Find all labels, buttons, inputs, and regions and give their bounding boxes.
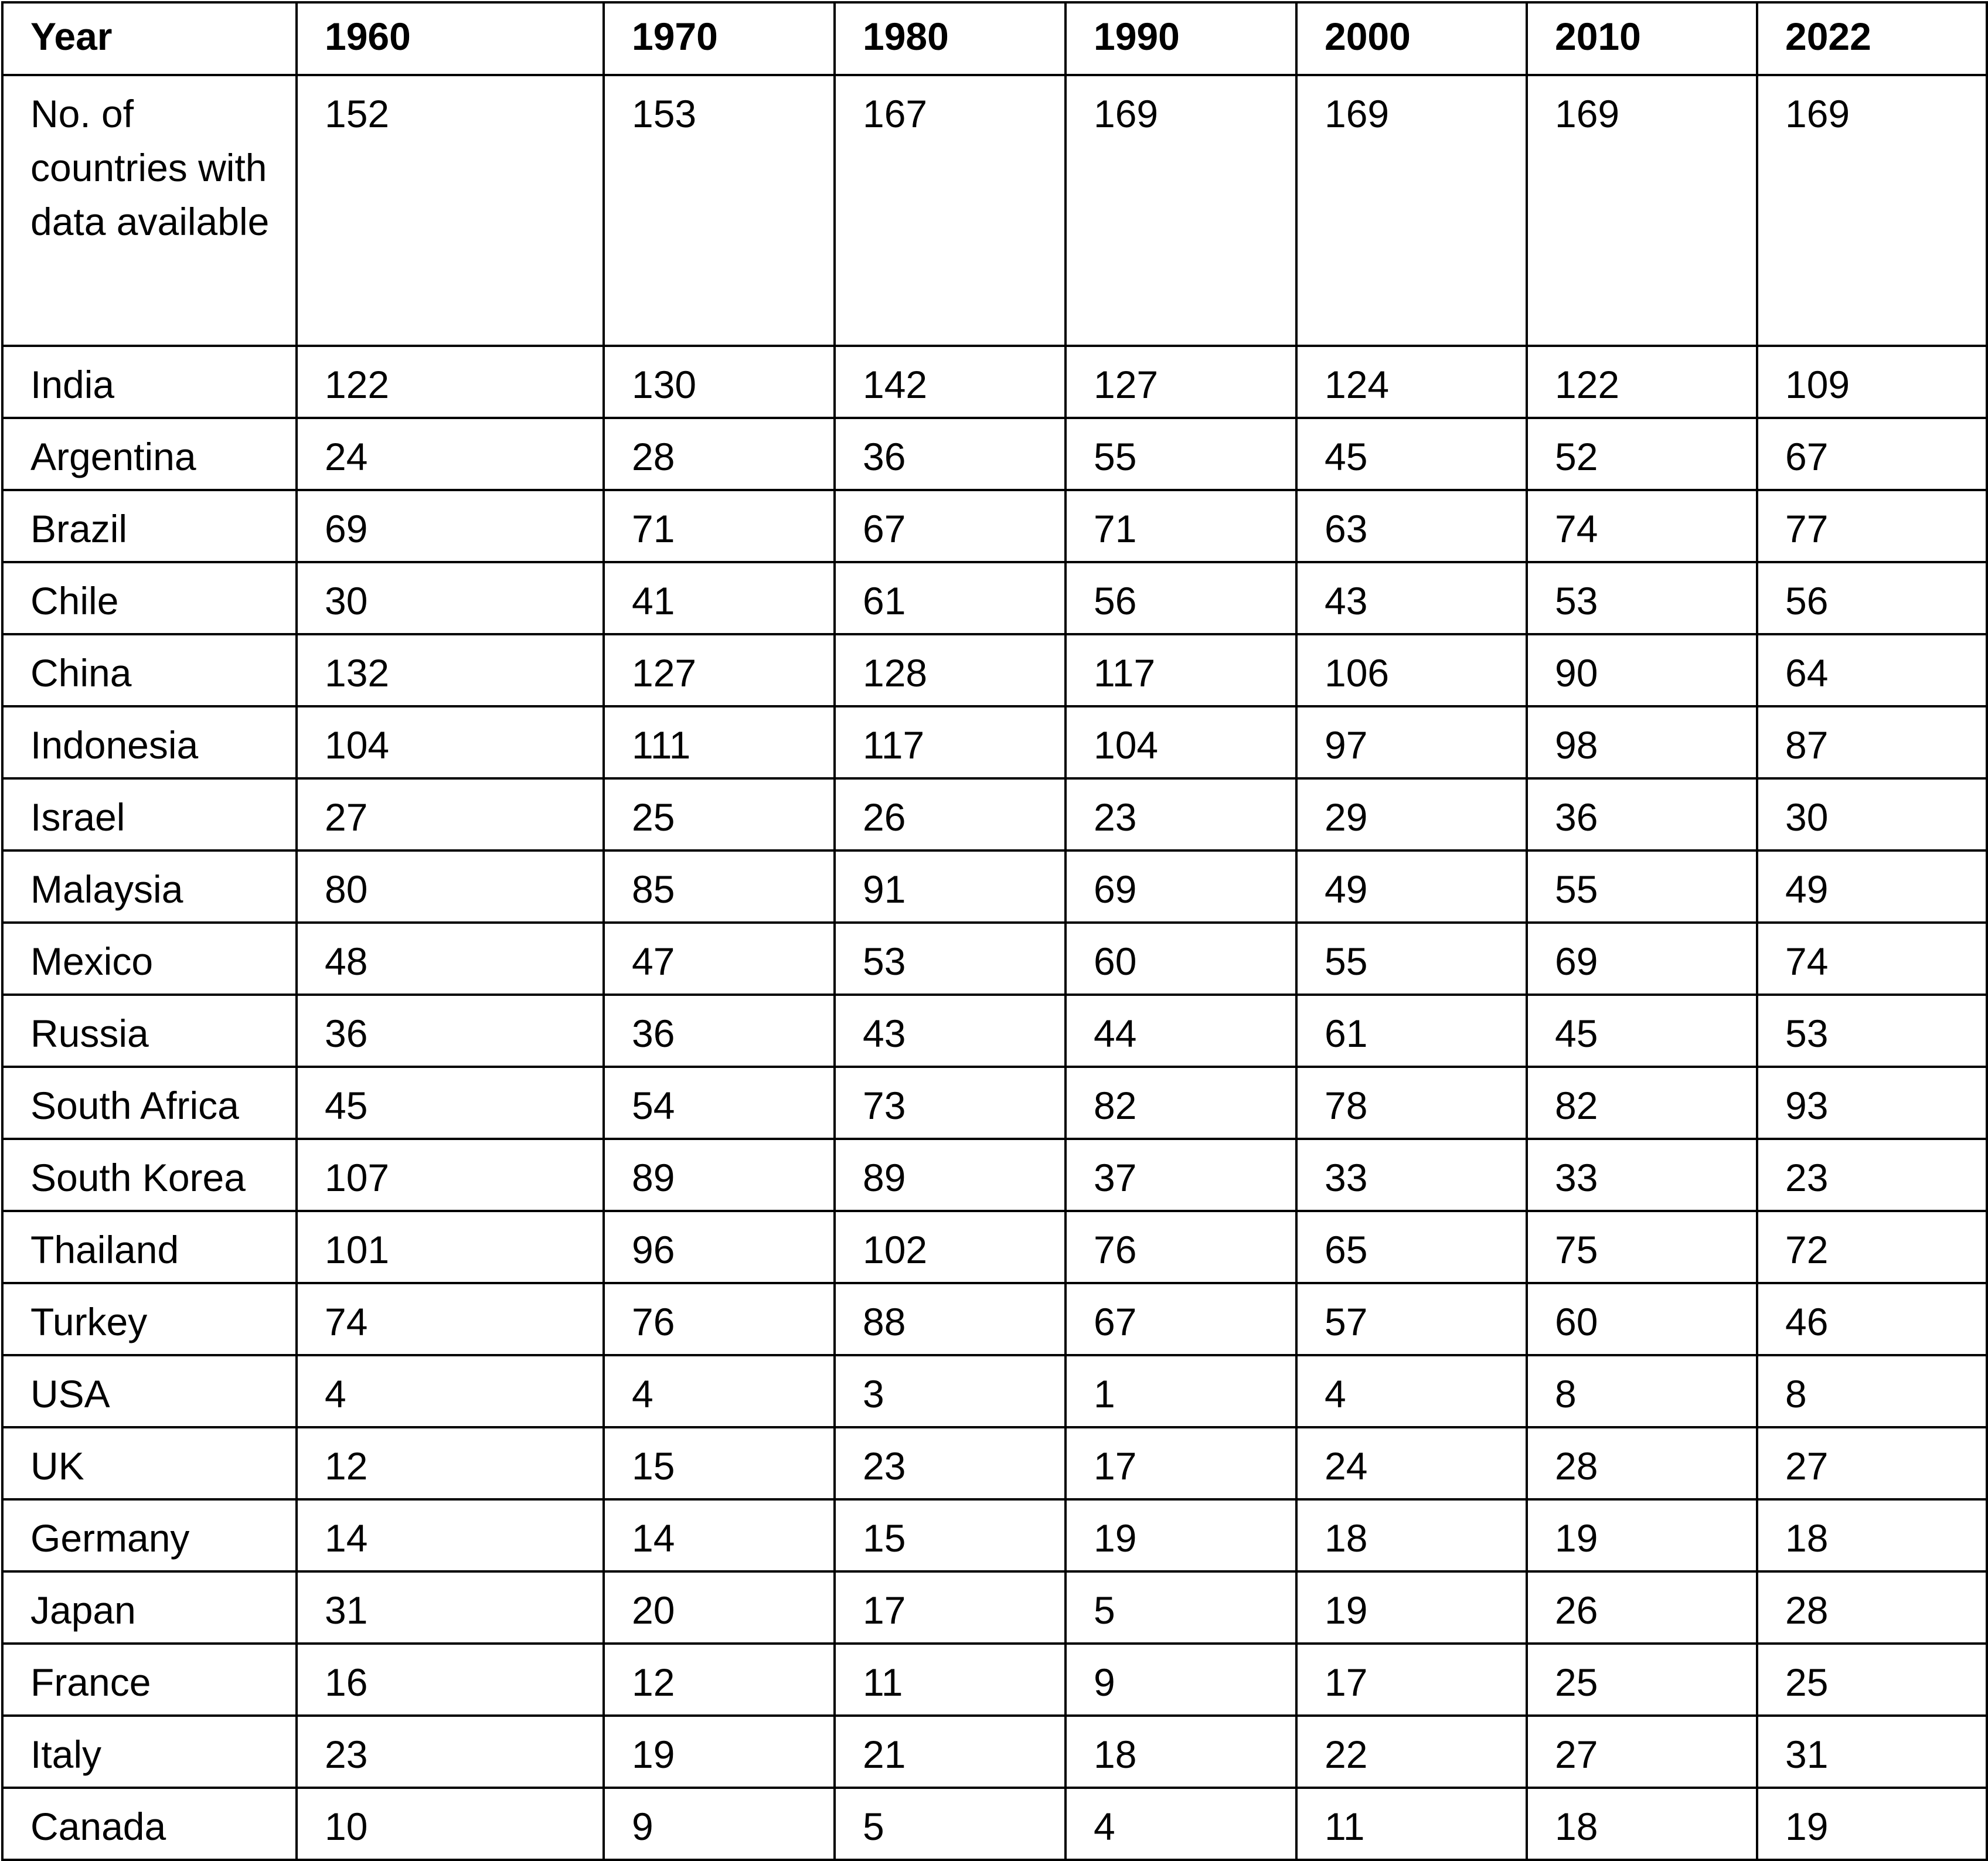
rank-value-cell: 78 (1296, 1067, 1527, 1139)
table-row (2, 706, 1987, 778)
country-name-cell: Germany (2, 1499, 297, 1571)
rank-value-cell: 17 (1296, 1644, 1527, 1716)
rank-value-cell: 55 (1527, 850, 1757, 923)
country-name-cell: China (2, 634, 297, 706)
table-row (2, 1499, 1987, 1571)
rank-value-cell: 49 (1757, 850, 1987, 923)
rank-value-cell: 75 (1527, 1211, 1757, 1283)
rank-value-cell: 96 (604, 1211, 835, 1283)
rank-value-cell: 49 (1296, 850, 1527, 923)
rank-value-cell: 8 (1527, 1355, 1757, 1427)
rank-value-cell: 27 (297, 778, 604, 850)
rank-value-cell: 97 (1296, 706, 1527, 778)
rank-value-cell: 14 (297, 1499, 604, 1571)
table-row (2, 923, 1987, 995)
table-row (2, 850, 1987, 923)
rank-value-cell: 20 (604, 1571, 835, 1644)
rank-value-cell: 74 (297, 1283, 604, 1355)
rank-value-cell: 23 (1066, 778, 1296, 850)
rank-value-cell: 23 (297, 1716, 604, 1788)
header-year-cell: 2010 (1527, 2, 1757, 75)
rank-value-cell: 98 (1527, 706, 1757, 778)
rank-value-cell: 36 (835, 418, 1066, 490)
rank-value-cell: 124 (1296, 346, 1527, 418)
table-row (2, 1067, 1987, 1139)
rank-value-cell: 4 (1296, 1355, 1527, 1427)
rank-value-cell: 17 (1066, 1427, 1296, 1499)
rank-value-cell: 18 (1296, 1499, 1527, 1571)
rank-value-cell: 69 (1527, 923, 1757, 995)
table-row (2, 634, 1987, 706)
rank-value-cell: 48 (297, 923, 604, 995)
table-row (2, 1788, 1987, 1860)
rank-value-cell: 31 (1757, 1716, 1987, 1788)
rank-value-cell: 67 (1066, 1283, 1296, 1355)
rank-value-cell: 4 (604, 1355, 835, 1427)
rank-value-cell: 26 (835, 778, 1066, 850)
rank-value-cell: 80 (297, 850, 604, 923)
rank-value-cell: 28 (1527, 1427, 1757, 1499)
header-year-cell: 2022 (1757, 2, 1987, 75)
country-name-cell: Indonesia (2, 706, 297, 778)
table-row (2, 1355, 1987, 1427)
table-row (2, 562, 1987, 634)
rank-value-cell: 67 (835, 490, 1066, 562)
rank-value-cell: 130 (604, 346, 835, 418)
rank-value-cell: 18 (1527, 1788, 1757, 1860)
rank-value-cell: 14 (604, 1499, 835, 1571)
rank-value-cell: 12 (604, 1644, 835, 1716)
rank-value-cell: 45 (297, 1067, 604, 1139)
header-year-label: Year (2, 2, 297, 75)
rank-value-cell: 24 (1296, 1427, 1527, 1499)
rank-value-cell: 23 (1757, 1139, 1987, 1211)
rank-value-cell: 111 (604, 706, 835, 778)
rank-value-cell: 36 (1527, 778, 1757, 850)
rank-value-cell: 21 (835, 1716, 1066, 1788)
countries-count-cell: 169 (1527, 75, 1757, 346)
rank-value-cell: 8 (1757, 1355, 1987, 1427)
table-row (2, 1644, 1987, 1716)
rank-value-cell: 71 (604, 490, 835, 562)
rank-value-cell: 89 (604, 1139, 835, 1211)
rank-value-cell: 69 (1066, 850, 1296, 923)
rank-value-cell: 122 (1527, 346, 1757, 418)
table-row (2, 1716, 1987, 1788)
rank-value-cell: 5 (835, 1788, 1066, 1860)
country-name-cell: Japan (2, 1571, 297, 1644)
ranking-table (1, 1, 1988, 1861)
rank-value-cell: 33 (1296, 1139, 1527, 1211)
rank-value-cell: 27 (1757, 1427, 1987, 1499)
rank-value-cell: 19 (1757, 1788, 1987, 1860)
rank-value-cell: 76 (604, 1283, 835, 1355)
rank-value-cell: 107 (297, 1139, 604, 1211)
rank-value-cell: 127 (604, 634, 835, 706)
rank-value-cell: 46 (1757, 1283, 1987, 1355)
countries-count-row (2, 75, 1987, 346)
countries-count-cell: 152 (297, 75, 604, 346)
rank-value-cell: 15 (835, 1499, 1066, 1571)
rank-value-cell: 10 (297, 1788, 604, 1860)
rank-value-cell: 19 (1296, 1571, 1527, 1644)
country-name-cell: France (2, 1644, 297, 1716)
rank-value-cell: 25 (1757, 1644, 1987, 1716)
rank-value-cell: 61 (835, 562, 1066, 634)
countries-count-label: No. of countries with data available (2, 75, 297, 346)
rank-value-cell: 56 (1066, 562, 1296, 634)
rank-value-cell: 65 (1296, 1211, 1527, 1283)
table-body (2, 2, 1987, 1860)
country-name-cell: UK (2, 1427, 297, 1499)
rank-value-cell: 74 (1757, 923, 1987, 995)
rank-value-cell: 22 (1296, 1716, 1527, 1788)
rank-value-cell: 91 (835, 850, 1066, 923)
rank-value-cell: 52 (1527, 418, 1757, 490)
countries-count-cell: 169 (1296, 75, 1527, 346)
header-year-cell: 1960 (297, 2, 604, 75)
rank-value-cell: 53 (835, 923, 1066, 995)
country-name-cell: Italy (2, 1716, 297, 1788)
rank-value-cell: 24 (297, 418, 604, 490)
rank-value-cell: 122 (297, 346, 604, 418)
country-name-cell: Israel (2, 778, 297, 850)
rank-value-cell: 53 (1527, 562, 1757, 634)
rank-value-cell: 12 (297, 1427, 604, 1499)
rank-value-cell: 76 (1066, 1211, 1296, 1283)
table-row (2, 490, 1987, 562)
rank-value-cell: 28 (1757, 1571, 1987, 1644)
rank-value-cell: 53 (1757, 995, 1987, 1067)
rank-value-cell: 47 (604, 923, 835, 995)
table-row (2, 418, 1987, 490)
table-row (2, 1571, 1987, 1644)
country-name-cell: Thailand (2, 1211, 297, 1283)
rank-value-cell: 36 (297, 995, 604, 1067)
header-year-cell: 1980 (835, 2, 1066, 75)
rank-value-cell: 82 (1066, 1067, 1296, 1139)
rank-value-cell: 60 (1527, 1283, 1757, 1355)
rank-value-cell: 15 (604, 1427, 835, 1499)
rank-value-cell: 26 (1527, 1571, 1757, 1644)
table-row (2, 1283, 1987, 1355)
rank-value-cell: 77 (1757, 490, 1987, 562)
rank-value-cell: 44 (1066, 995, 1296, 1067)
table-row (2, 778, 1987, 850)
country-name-cell: Argentina (2, 418, 297, 490)
rank-value-cell: 60 (1066, 923, 1296, 995)
rank-value-cell: 36 (604, 995, 835, 1067)
rank-value-cell: 9 (1066, 1644, 1296, 1716)
rank-value-cell: 67 (1757, 418, 1987, 490)
table-row (2, 995, 1987, 1067)
table-row (2, 1211, 1987, 1283)
country-name-cell: Russia (2, 995, 297, 1067)
rank-value-cell: 43 (1296, 562, 1527, 634)
rank-value-cell: 11 (835, 1644, 1066, 1716)
header-year-cell: 1990 (1066, 2, 1296, 75)
rank-value-cell: 104 (1066, 706, 1296, 778)
country-name-cell: Turkey (2, 1283, 297, 1355)
header-year-cell: 2000 (1296, 2, 1527, 75)
rank-value-cell: 132 (297, 634, 604, 706)
rank-value-cell: 25 (604, 778, 835, 850)
rank-value-cell: 31 (297, 1571, 604, 1644)
country-name-cell: India (2, 346, 297, 418)
rank-value-cell: 18 (1757, 1499, 1987, 1571)
rank-value-cell: 27 (1527, 1716, 1757, 1788)
rank-value-cell: 55 (1296, 923, 1527, 995)
country-name-cell: South Korea (2, 1139, 297, 1211)
rank-value-cell: 82 (1527, 1067, 1757, 1139)
rank-value-cell: 54 (604, 1067, 835, 1139)
rank-value-cell: 63 (1296, 490, 1527, 562)
country-name-cell: Chile (2, 562, 297, 634)
rank-value-cell: 19 (604, 1716, 835, 1788)
country-name-cell: Malaysia (2, 850, 297, 923)
rank-value-cell: 87 (1757, 706, 1987, 778)
rank-value-cell: 128 (835, 634, 1066, 706)
rank-value-cell: 56 (1757, 562, 1987, 634)
countries-count-cell: 167 (835, 75, 1066, 346)
rank-value-cell: 4 (1066, 1788, 1296, 1860)
rank-value-cell: 33 (1527, 1139, 1757, 1211)
rank-value-cell: 30 (297, 562, 604, 634)
country-name-cell: South Africa (2, 1067, 297, 1139)
rank-value-cell: 109 (1757, 346, 1987, 418)
country-name-cell: Mexico (2, 923, 297, 995)
rank-value-cell: 117 (835, 706, 1066, 778)
rank-value-cell: 106 (1296, 634, 1527, 706)
rank-value-cell: 89 (835, 1139, 1066, 1211)
rank-value-cell: 142 (835, 346, 1066, 418)
header-year-cell: 1970 (604, 2, 835, 75)
rank-value-cell: 11 (1296, 1788, 1527, 1860)
rank-value-cell: 85 (604, 850, 835, 923)
rank-value-cell: 41 (604, 562, 835, 634)
table-row (2, 1139, 1987, 1211)
rank-value-cell: 88 (835, 1283, 1066, 1355)
table-row (2, 1427, 1987, 1499)
rank-value-cell: 16 (297, 1644, 604, 1716)
rank-value-cell: 71 (1066, 490, 1296, 562)
rank-value-cell: 104 (297, 706, 604, 778)
rank-value-cell: 18 (1066, 1716, 1296, 1788)
rank-value-cell: 37 (1066, 1139, 1296, 1211)
rank-value-cell: 127 (1066, 346, 1296, 418)
countries-count-cell: 153 (604, 75, 835, 346)
rank-value-cell: 4 (297, 1355, 604, 1427)
rank-value-cell: 5 (1066, 1571, 1296, 1644)
rank-value-cell: 64 (1757, 634, 1987, 706)
rank-value-cell: 1 (1066, 1355, 1296, 1427)
rank-value-cell: 25 (1527, 1644, 1757, 1716)
rank-value-cell: 102 (835, 1211, 1066, 1283)
rank-value-cell: 43 (835, 995, 1066, 1067)
rank-value-cell: 74 (1527, 490, 1757, 562)
rank-value-cell: 93 (1757, 1067, 1987, 1139)
rank-value-cell: 23 (835, 1427, 1066, 1499)
rank-value-cell: 17 (835, 1571, 1066, 1644)
rank-value-cell: 61 (1296, 995, 1527, 1067)
rank-value-cell: 73 (835, 1067, 1066, 1139)
rank-value-cell: 30 (1757, 778, 1987, 850)
country-name-cell: USA (2, 1355, 297, 1427)
rank-value-cell: 19 (1066, 1499, 1296, 1571)
rank-value-cell: 9 (604, 1788, 835, 1860)
countries-count-cell: 169 (1757, 75, 1987, 346)
country-name-cell: Canada (2, 1788, 297, 1860)
rank-value-cell: 101 (297, 1211, 604, 1283)
rank-value-cell: 45 (1296, 418, 1527, 490)
rank-value-cell: 3 (835, 1355, 1066, 1427)
rank-value-cell: 55 (1066, 418, 1296, 490)
header-row (2, 2, 1987, 75)
rank-value-cell: 117 (1066, 634, 1296, 706)
rank-value-cell: 57 (1296, 1283, 1527, 1355)
rank-value-cell: 29 (1296, 778, 1527, 850)
rank-value-cell: 72 (1757, 1211, 1987, 1283)
country-name-cell: Brazil (2, 490, 297, 562)
countries-count-cell: 169 (1066, 75, 1296, 346)
table-row (2, 346, 1987, 418)
rank-value-cell: 19 (1527, 1499, 1757, 1571)
rank-value-cell: 28 (604, 418, 835, 490)
rank-value-cell: 69 (297, 490, 604, 562)
rank-value-cell: 90 (1527, 634, 1757, 706)
rank-value-cell: 45 (1527, 995, 1757, 1067)
